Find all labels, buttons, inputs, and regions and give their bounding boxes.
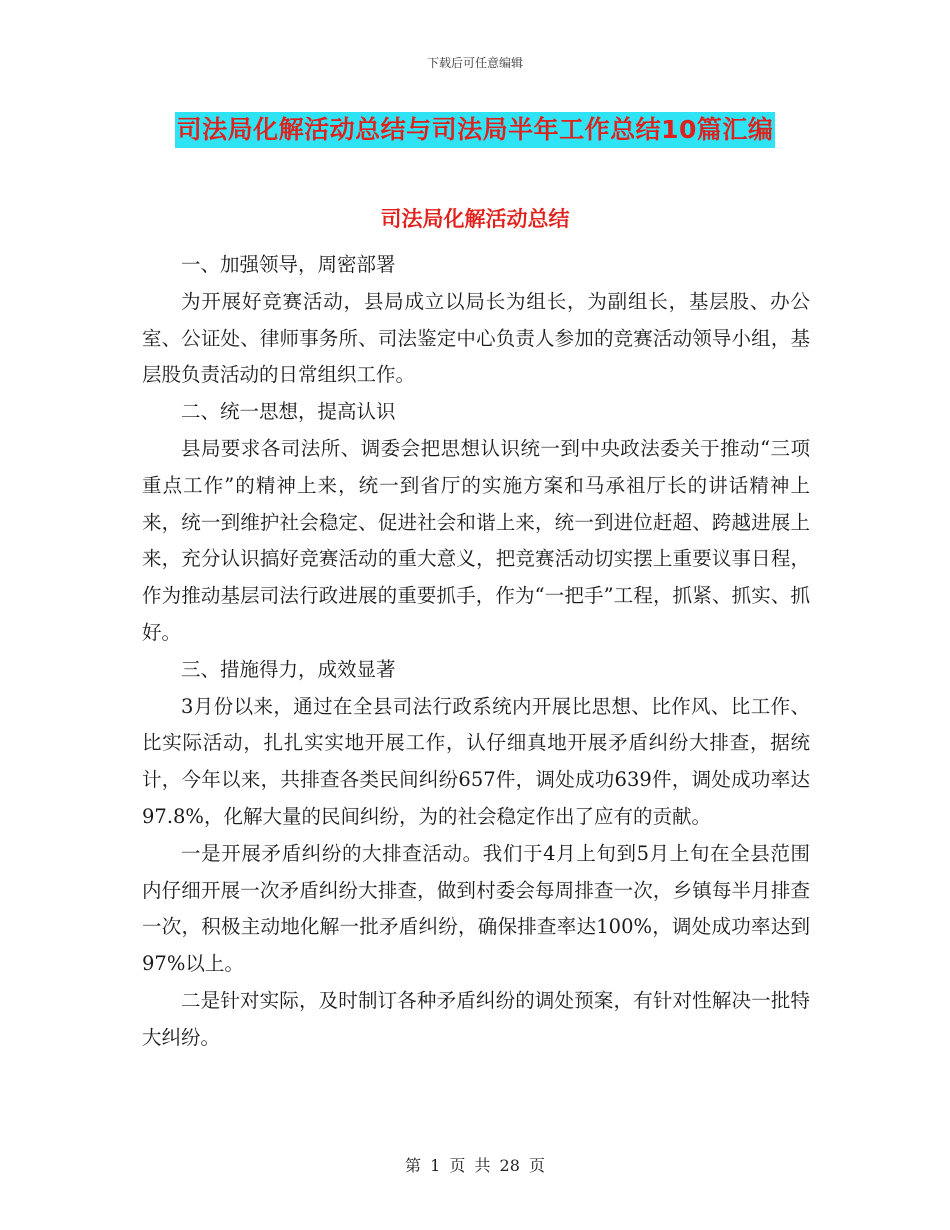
paragraph: 县局要求各司法所、调委会把思想认识统一到中央政法委关于推动“三项重点工作”的精神上来，统一到省厅的实施方案和马承祖厅长的讲话精神上来，统一到维护社会稳定、促进社会和谐上来，统一到进位赶超、跨越进展上来，充分认识搞好竞赛活动的重大意义，把竞赛活动切实摆上重要议事日程，作为推动基层司法行政进展的重要抓手，作为“一把手”工程，抓紧、抓实、抓好。: [142, 436, 810, 644]
section-title: 司法局化解活动总结: [380, 207, 570, 231]
heading-3: 三、措施得力，成效显著: [181, 657, 396, 681]
page-footer: 第 1 页 共 28 页: [405, 1156, 545, 1175]
paragraph: 一是开展矛盾纠纷的大排查活动。我们于4月上旬到5月上旬在全县范围内仔细开展一次矛盾纠纷大排查，做到村委会每周排查一次，乡镇每半月排查一次，积极主动地化解一批矛盾纠纷，确保排查率达100%，调处成功率达到97%以上。: [142, 841, 810, 976]
heading-1: 一、加强领导，周密部署: [181, 253, 396, 276]
title-container: [0, 112, 950, 148]
paragraph: 3月份以来，通过在全县司法行政系统内开展比思想、比作风、比工作、比实际活动，扎扎实实地开展工作，认仔细真地开展矛盾纠纷大排查，据统计，今年以来，共排查各类民间纠纷657件，调处成功639件，调处成功率达97.8%，化解大量的民间纠纷，为的社会稳定作出了应有的贡献。: [142, 694, 810, 828]
paragraph: 二是针对实际，及时制订各种矛盾纠纷的调处预案，有针对性解决一批特大纠纷。: [142, 988, 810, 1049]
header-note: 下载后可任意编辑: [426, 56, 523, 70]
paragraph: 为开展好竞赛活动，县局成立以局长为组长，为副组长，基层股、办公室、公证处、律师事务所、司法鉴定中心负责人参加的竞赛活动领导小组，基层股负责活动的日常组织工作。: [142, 289, 810, 387]
body-text: [142, 247, 810, 1057]
document-title: 司法局化解活动总结与司法局半年工作总结10篇汇编: [175, 112, 776, 148]
heading-2: 二、统一思想，提高认识: [181, 400, 396, 424]
